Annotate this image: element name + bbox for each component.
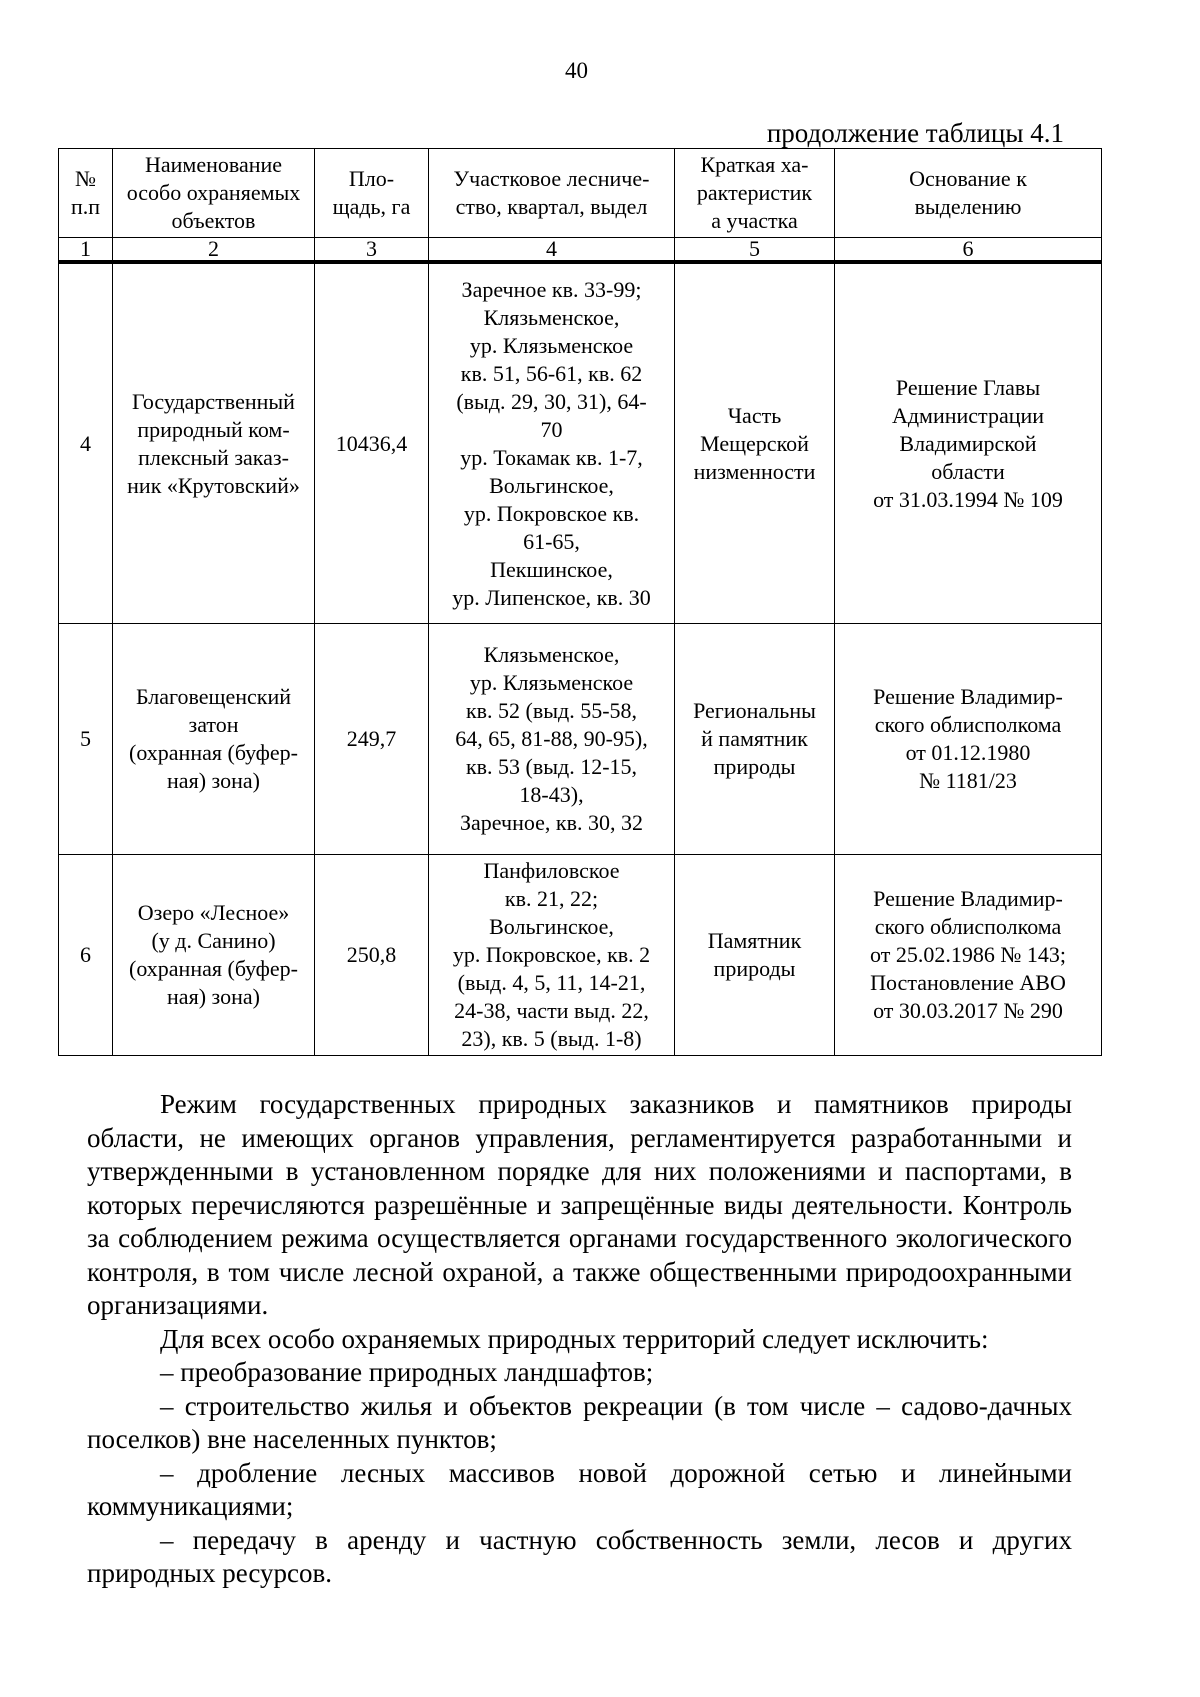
header-cell: Участковое лесниче- ство, квартал, выдел	[429, 149, 675, 238]
column-index: 1	[59, 238, 113, 262]
header-cell: Наименование особо охраняемых объектов	[113, 149, 315, 238]
header-cell: Пло- щадь, га	[315, 149, 429, 238]
paragraph: Режим государственных природных заказников и памятников природы области, не имеющих органов управления, регламентируется разработанными и утвержденными в установленном порядке для них положениями и паспортами, в которых перечисляются разрешённые и запрещённые виды деятельности. Контроль за соблюдением режима осуществляется органами государственного экологического контроля, в том числе лесной охраной, а также общественными природоохранными организациями.	[87, 1089, 1072, 1320]
body-text	[87, 1088, 1072, 1591]
row-number: 5	[59, 624, 113, 855]
list-item: – дробление лесных массивов новой дорожной сетью и линейными коммуникациями;	[87, 1457, 1072, 1521]
column-index: 5	[675, 238, 835, 262]
column-index: 6	[835, 238, 1102, 262]
basis-cell: Решение Владимир- ского облисполкома от 25.02.1986 № 143; Постановление АВО от 30.03.2017 № 290	[835, 855, 1102, 1056]
area-value: 10436,4	[315, 264, 429, 624]
header-cell: Основание к выделению	[835, 149, 1102, 238]
table-row	[59, 264, 1102, 624]
header-cell: Краткая ха- рактеристик а участка	[675, 149, 835, 238]
characteristic-cell: Памятник природы	[675, 855, 835, 1056]
table-header-row	[59, 149, 1102, 238]
object-name: Государственный природный ком- плексный заказ- ник «Крутовский»	[113, 264, 315, 624]
basis-cell: Решение Главы Администрации Владимирской области от 31.03.1994 № 109	[835, 264, 1102, 624]
object-name: Озеро «Лесное» (у д. Санино) (охранная (буфер- ная) зона)	[113, 855, 315, 1056]
paragraph: Для всех особо охраняемых природных территорий следует исключить:	[160, 1323, 989, 1354]
basis-cell: Решение Владимир- ского облисполкома от 01.12.1980 № 1181/23	[835, 624, 1102, 855]
area-value: 249,7	[315, 624, 429, 855]
column-index: 4	[429, 238, 675, 262]
list-item: – передачу в аренду и частную собственность земли, лесов и других природных ресурсов.	[87, 1524, 1072, 1588]
list-item: – строительство жилья и объектов рекреации (в том числе – садово-дачных поселков) вне населенных пунктов;	[87, 1390, 1072, 1454]
protected-areas-table	[58, 148, 1102, 1056]
characteristic-cell: Часть Мещерской низменности	[675, 264, 835, 624]
location-cell: Заречное кв. 33-99; Клязьменское, ур. Клязьменское кв. 51, 56-61, кв. 62 (выд. 29, 30, 31), 64- 70 ур. Токамак кв. 1-7, Вольгинское, ур. Покровское кв. 61-65, Пекшинское, ур. Липенское, кв. 30	[429, 264, 675, 624]
area-value: 250,8	[315, 855, 429, 1056]
column-index-row	[59, 238, 1102, 262]
header-cell: № п.п	[59, 149, 113, 238]
table-row	[59, 624, 1102, 855]
list-item: – преобразование природных ландшафтов;	[160, 1357, 654, 1387]
column-index: 2	[113, 238, 315, 262]
location-cell: Панфиловское кв. 21, 22; Вольгинское, ур. Покровское, кв. 2 (выд. 4, 5, 11, 14-21, 24-38, части выд. 22, 23), кв. 5 (выд. 1-8)	[429, 855, 675, 1056]
page-number: 40	[565, 58, 588, 83]
table-row	[59, 855, 1102, 1056]
row-number: 6	[59, 855, 113, 1056]
characteristic-cell: Региональны й памятник природы	[675, 624, 835, 855]
row-number: 4	[59, 264, 113, 624]
object-name: Благовещенский затон (охранная (буфер- ная) зона)	[113, 624, 315, 855]
table-continuation-label: продолжение таблицы 4.1	[766, 118, 1064, 148]
column-index: 3	[315, 238, 429, 262]
location-cell: Клязьменское, ур. Клязьменское кв. 52 (выд. 55-58, 64, 65, 81-88, 90-95), кв. 53 (выд. 12-15, 18-43), Заречное, кв. 30, 32	[429, 624, 675, 855]
